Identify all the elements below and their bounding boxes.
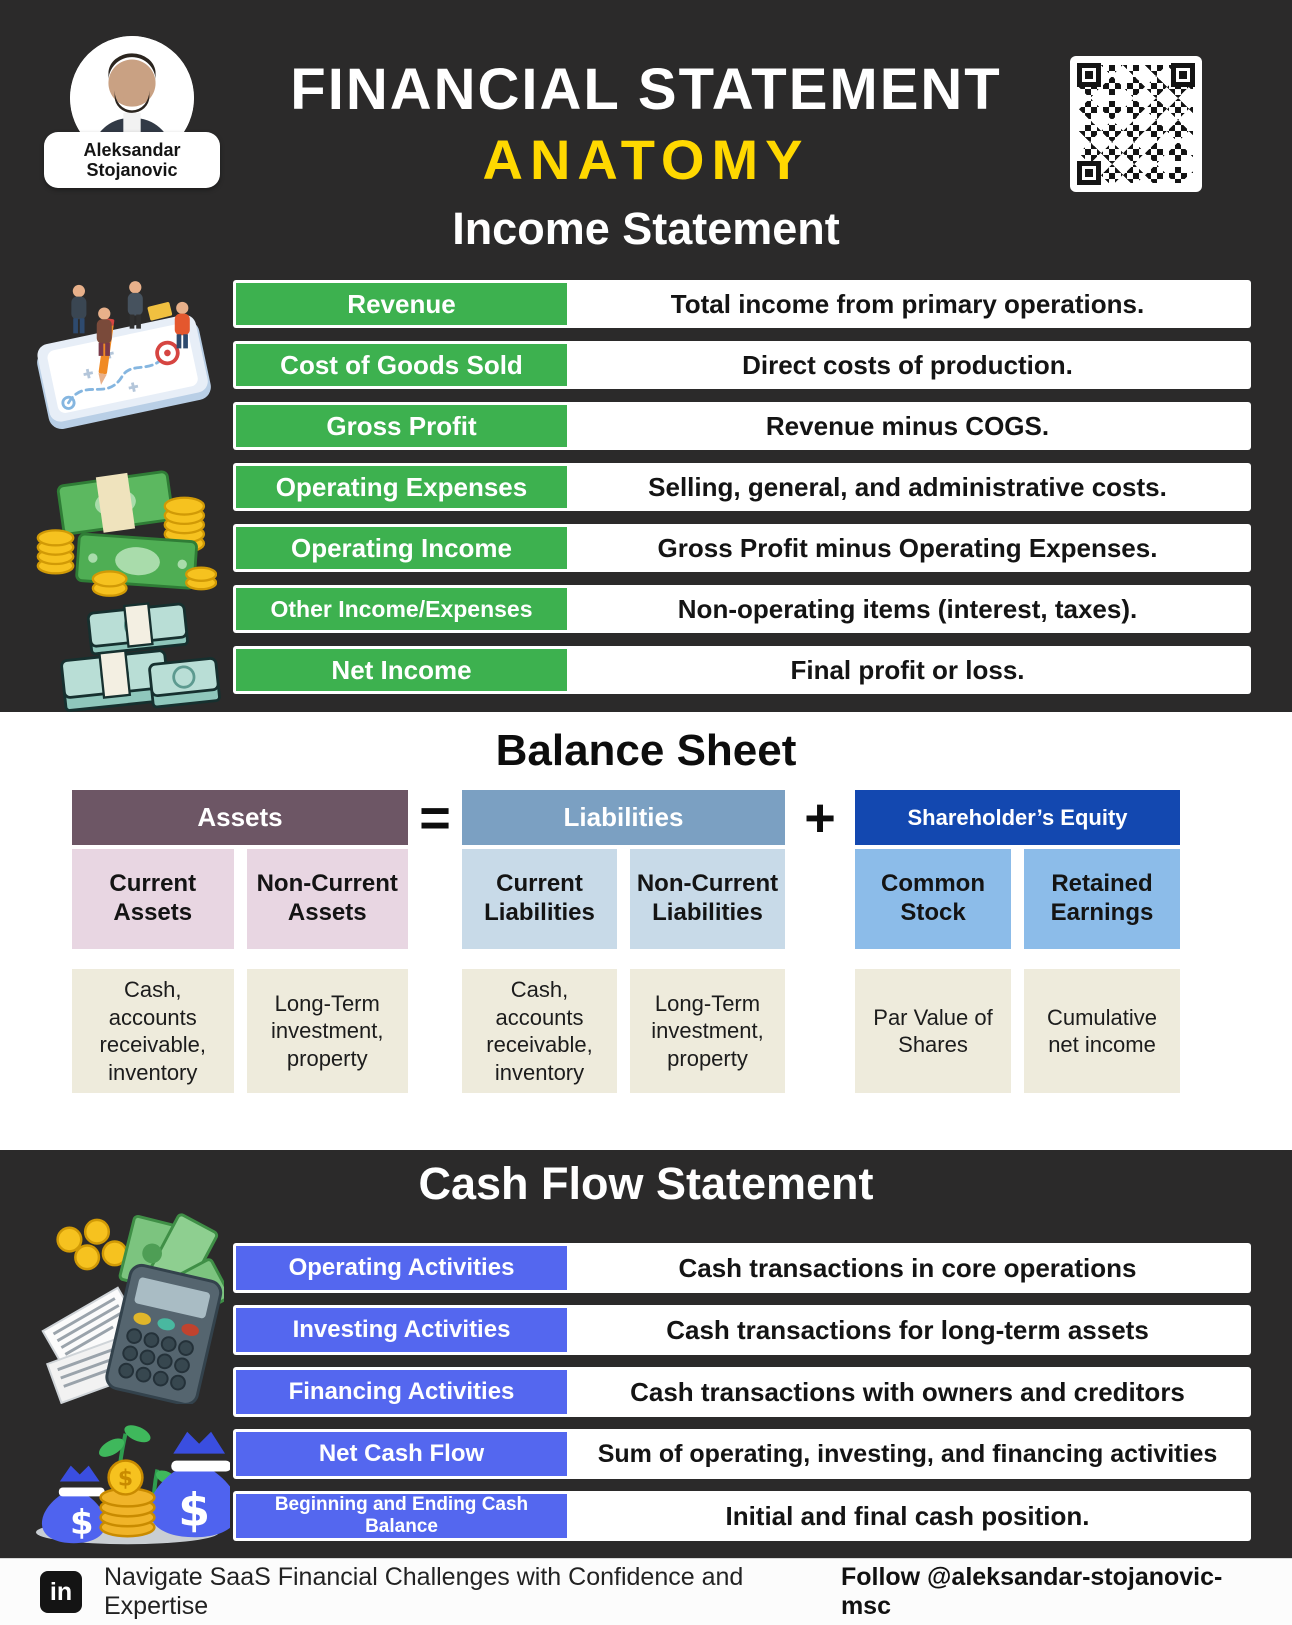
team-planning-illustration <box>30 276 218 431</box>
row-label: Financing Activities <box>236 1370 567 1414</box>
balance-item <box>72 849 234 1093</box>
row-label: Operating Expenses <box>236 466 567 508</box>
item-description: Cash, accounts receivable, inventory <box>462 969 617 1093</box>
money-bag-icon <box>42 1466 106 1544</box>
item-name: Non-Current Liabilities <box>630 849 785 949</box>
item-name: Current Liabilities <box>462 849 617 949</box>
row-description: Cash transactions with owners and creditors <box>630 1376 1185 1407</box>
balance-item <box>247 849 409 1093</box>
assets-header: Assets <box>72 790 408 845</box>
item-description: Par Value of Shares <box>855 969 1011 1093</box>
table-row <box>233 1429 1251 1479</box>
item-name: Non-Current Assets <box>247 849 409 949</box>
table-row <box>233 280 1251 328</box>
table-row <box>233 1367 1251 1417</box>
banknote-stacks-illustration <box>45 598 221 728</box>
row-description: Revenue minus COGS. <box>765 410 1050 441</box>
row-label: Gross Profit <box>236 405 567 447</box>
footer-follow-handle: Follow @aleksandar-stojanovic-msc <box>840 1563 1223 1620</box>
table-row <box>233 1305 1251 1355</box>
row-label: Net Cash Flow <box>236 1432 567 1476</box>
row-description: Selling, general, and administrative costs. <box>648 471 1167 502</box>
poster-title-line2: ANATOMY <box>482 128 810 191</box>
liabilities-header: Liabilities <box>462 790 785 845</box>
equity-header: Shareholder’s Equity <box>855 790 1180 845</box>
author-first-name: Aleksandar <box>83 140 181 160</box>
money-bags-illustration <box>26 1382 230 1546</box>
row-description: Initial and final cash position. <box>725 1500 1090 1531</box>
row-description: Direct costs of production. <box>742 349 1073 380</box>
equity-column <box>855 790 1180 1093</box>
svg-text:$: $ <box>69 1503 94 1543</box>
table-row <box>233 1491 1251 1541</box>
money-and-coins-illustration <box>35 452 217 597</box>
item-description: Long-Term investment, property <box>247 969 409 1093</box>
row-description: Final profit or loss. <box>790 654 1025 685</box>
table-row <box>233 341 1251 389</box>
table-row <box>233 1243 1251 1293</box>
person-figure <box>128 281 143 328</box>
row-label: Cost of Goods Sold <box>236 344 567 386</box>
item-description: Cumulative net income <box>1024 969 1180 1093</box>
qr-finder-icon <box>1077 161 1101 185</box>
table-row <box>233 402 1251 450</box>
balance-item <box>1024 849 1180 1093</box>
income-statement-table <box>233 280 1251 694</box>
cash-flow-table <box>233 1243 1251 1541</box>
footer-tagline: Navigate SaaS Financial Challenges with Confidence and Expertise <box>104 1563 744 1620</box>
calculator-money-illustration <box>32 1212 224 1404</box>
balance-item <box>462 849 617 1093</box>
table-row <box>233 524 1251 572</box>
equals-operator: = <box>419 787 451 848</box>
balance-item <box>855 849 1011 1093</box>
item-description: Long-Term investment, property <box>630 969 785 1093</box>
row-label: Investing Activities <box>236 1308 567 1352</box>
row-description: Cash transactions for long-term assets <box>666 1314 1149 1345</box>
item-name: Retained Earnings <box>1024 849 1180 949</box>
footer <box>0 1558 1292 1625</box>
plus-operator: + <box>804 787 836 848</box>
assets-column <box>72 790 408 1093</box>
row-label: Other Income/Expenses <box>236 588 567 630</box>
row-label: Revenue <box>236 283 567 325</box>
coins-icon <box>58 1220 127 1269</box>
row-label: Operating Income <box>236 527 567 569</box>
qr-pattern <box>1079 65 1193 183</box>
item-description: Cash, accounts receivable, inventory <box>72 969 234 1093</box>
linkedin-icon: in <box>40 1571 82 1613</box>
person-figure <box>71 285 86 333</box>
row-description: Non-operating items (interest, taxes). <box>677 593 1138 624</box>
table-row <box>233 646 1251 694</box>
poster-title-line1: FINANCIAL STATEMENT <box>290 57 1002 122</box>
balance-sheet-title: Balance Sheet <box>495 726 797 775</box>
row-description: Cash transactions in core operations <box>678 1252 1137 1283</box>
qr-finder-icon <box>1171 63 1195 87</box>
row-label: Net Income <box>236 649 567 691</box>
income-statement-title: Income Statement <box>452 203 840 254</box>
row-description: Total income from primary operations. <box>670 288 1145 319</box>
row-label: Operating Activities <box>236 1246 567 1290</box>
row-label: Beginning and Ending Cash Balance <box>236 1494 567 1538</box>
svg-text:$: $ <box>178 1483 211 1537</box>
cash-flow-title: Cash Flow Statement <box>418 1158 874 1209</box>
money-bag-icon <box>149 1432 230 1537</box>
qr-finder-icon <box>1077 63 1101 87</box>
balance-item <box>630 849 785 1093</box>
qr-code <box>1070 56 1202 192</box>
row-description: Gross Profit minus Operating Expenses. <box>657 532 1158 563</box>
item-name: Current Assets <box>72 849 234 949</box>
table-row <box>233 463 1251 511</box>
table-row <box>233 585 1251 633</box>
svg-text:$: $ <box>117 1466 134 1492</box>
item-name: Common Stock <box>855 849 1011 949</box>
liabilities-column <box>462 790 785 1093</box>
row-description: Sum of operating, investing, and financing activities <box>597 1439 1218 1468</box>
author-last-name: Stojanovic <box>86 160 178 181</box>
balance-sheet-section <box>0 712 1292 1150</box>
